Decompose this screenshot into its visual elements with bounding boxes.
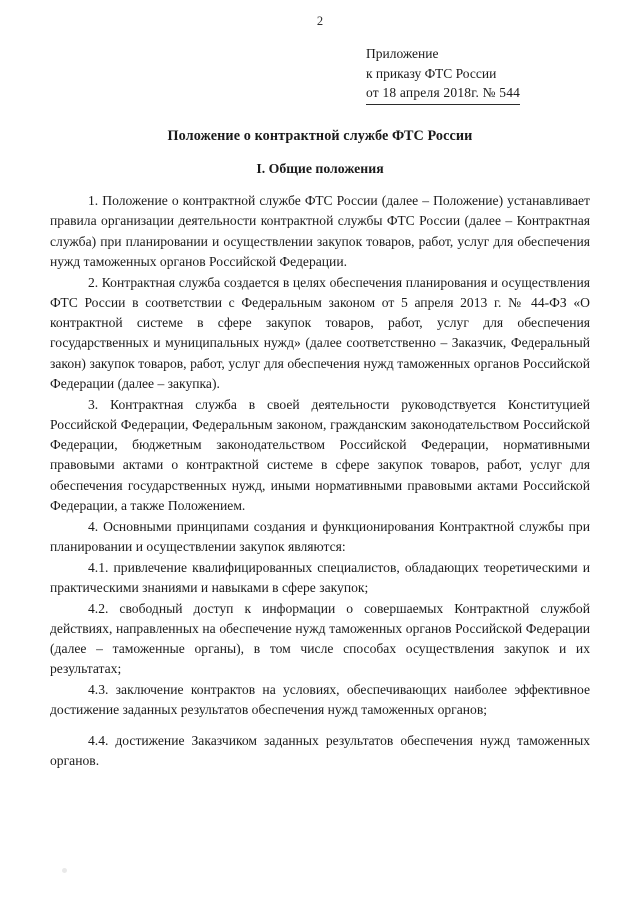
document-header [366,44,616,105]
paragraph-4-3: 4.3. заключение контрактов на условиях, обеспечивающих наиболее эффективное достижение заданных результатов обеспечения нужд таможенных органов; [50,682,590,718]
header-line-appendix: Приложение [366,46,439,61]
page-artifact-mark [62,868,67,873]
paragraph-1: 1. Положение о контрактной службе ФТС России (далее – Положение) устанавливает правила организации деятельности контрактной службы ФТС России (далее – Контрактная служба) при планировании и осуществлении закупок товаров, работ, услуг для обеспечения нужд таможенных органов Российской Федерации. [50,193,590,269]
paragraph-2: 2. Контрактная служба создается в целях обеспечения планирования и осуществления ФТС России в соответствии с Федеральным законом от 5 апреля 2013 г. № 44-ФЗ «О контрактной системе в сфере закупок товаров, работ, услуг для обеспечения государственных и муниципальных нужд» (далее соответственно – Заказчик, Федеральный закон) закупок товаров, работ, услуг для обеспечения нужд таможенных органов Российской Федерации (далее – закупка). [50,274,590,391]
header-line-order-number: от 18 апреля 2018г. № 544 [366,83,520,105]
page-number: 2 [316,14,324,28]
paragraph-4-4: 4.4. достижение Заказчиком заданных результатов обеспечения нужд таможенных органов. [50,732,590,768]
header-line-order: к приказу ФТС России [366,65,497,81]
page-title: Положение о контрактной службе ФТС России [167,128,473,144]
paragraph-3: 3. Контрактная служба в своей деятельности руководствуется Конституцией Российской Федерации, Федеральным законом, гражданским законодательством Российской Федерации, бюджетным законодательством Российской Федерации, нормативными правовыми актами о контрактной системе в сфере закупок товаров, работ, услуг для обеспечения государственных нужд, иными нормативными правовыми актами Российской Федерации, а также Положением. [50,396,590,513]
paragraph-4-2: 4.2. свободный доступ к информации о совершаемых Контрактной службой действиях, направленных на обеспечение нужд таможенных органов Российской Федерации (далее – таможенные органы), в том числе способах осуществления закупок и их результатах; [50,600,590,677]
paragraph-4-1: 4.1. привлечение квалифицированных специалистов, обладающих теоретическими и практическими знаниями и навыками в сфере закупок; [50,559,590,595]
paragraph-4: 4. Основными принципами создания и функционирования Контрактной службы при планировании и осуществлении закупок являются: [50,518,590,554]
document-body [50,128,590,772]
section-title: I. Общие положения [256,161,384,176]
